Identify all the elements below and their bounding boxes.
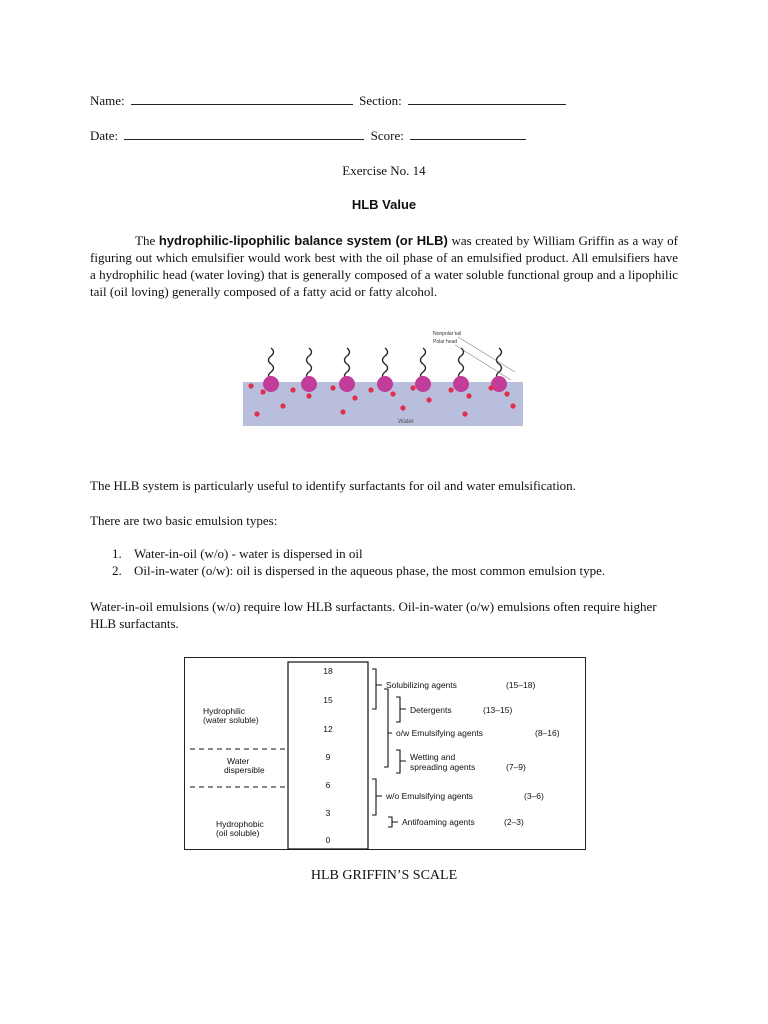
agent-label: Antifoaming agents — [402, 817, 475, 827]
surfactant-head — [377, 376, 393, 392]
score-blank[interactable] — [410, 128, 526, 140]
surfactant-head — [453, 376, 469, 392]
agent-range: (2–3) — [504, 817, 524, 827]
head-label: Polar head — [433, 339, 458, 345]
surfactant-tail — [421, 348, 426, 380]
section-label: Section: — [359, 93, 402, 108]
tick-label: 3 — [325, 808, 331, 818]
list-item — [112, 563, 605, 579]
section-blank[interactable] — [408, 93, 566, 105]
agent-label: Detergents — [410, 705, 452, 715]
surfactant-tail — [345, 348, 350, 380]
surfactant-tail — [459, 348, 464, 380]
hlb-scale-figure — [184, 657, 586, 851]
name-label: Name: — [90, 93, 125, 108]
tick-label: 6 — [325, 780, 331, 790]
agent-range: (8–16) — [535, 728, 560, 738]
droplet — [254, 411, 259, 416]
tail-label: Nonpolar tail — [433, 331, 462, 337]
surfactant-head — [339, 376, 355, 392]
agent-label: Solubilizing agents — [386, 680, 457, 690]
name-blank[interactable] — [131, 93, 353, 105]
list-number: 2. — [112, 563, 122, 578]
region-hydrophobic-sub: (oil soluble) — [216, 828, 260, 838]
agent-range: (15–18) — [506, 680, 536, 690]
surfactant-tail — [497, 348, 502, 380]
region-dispersible-sub: dispersible — [224, 765, 265, 775]
list-number: 1. — [112, 546, 122, 561]
agent-label-2: spreading agents — [410, 762, 476, 772]
page-title: HLB Value — [351, 197, 417, 212]
tick-label: 18 — [323, 666, 333, 676]
droplet — [504, 391, 509, 396]
name-row — [90, 93, 569, 109]
require-paragraph: Water-in-oil emulsions (w/o) require low HLB surfactants. Oil-in-water (o/w) emulsions often require higher HLB surfactants. — [90, 599, 657, 631]
surfactant-illustration — [243, 322, 523, 428]
agent-label: o/w Emulsifying agents — [396, 728, 483, 738]
droplet — [340, 409, 345, 414]
droplet — [462, 411, 467, 416]
droplet — [352, 395, 357, 400]
tick-label: 9 — [325, 752, 331, 762]
intro-rest: was created by William Griffin as a way of figuring out which emulsifier would work best with the oil phase of an emulsified product. All emulsifiers have a hydrophilic head (water loving) that is generally composed of a water soluble functional group and a lipophilic tail (oil loving) generally composed of a fatty acid or fatty alcohol. — [90, 233, 678, 299]
surfactant-head — [491, 376, 507, 392]
date-row — [90, 128, 529, 144]
droplet — [390, 391, 395, 396]
useful-paragraph: The HLB system is particularly useful to identify surfactants for oil and water emulsification. — [90, 478, 576, 493]
intro-paragraph — [90, 232, 678, 300]
types-paragraph: There are two basic emulsion types: — [90, 513, 278, 528]
droplet — [260, 389, 265, 394]
surfactant-tail — [307, 348, 312, 380]
date-label: Date: — [90, 128, 119, 143]
surfactant-tail — [269, 348, 274, 380]
water-label: Water — [398, 419, 414, 425]
surfactant-tail — [383, 348, 388, 380]
intro-bold: hydrophilic-lipophilic balance system (or HLB) — [158, 233, 448, 248]
droplet — [306, 393, 311, 398]
droplet — [488, 385, 493, 390]
droplet — [410, 385, 415, 390]
score-label: Score: — [370, 128, 404, 143]
agent-range: (13–15) — [483, 705, 513, 715]
tick-label: 12 — [323, 724, 333, 734]
surfactant-head — [263, 376, 279, 392]
droplet — [330, 385, 335, 390]
list-text: Oil-in-water (o/w): oil is dispersed in the aqueous phase, the most common emulsion type. — [134, 563, 606, 578]
droplet — [248, 383, 253, 388]
agent-label: Wetting and — [410, 752, 456, 762]
droplet — [466, 393, 471, 398]
surfactant-head — [415, 376, 431, 392]
region-dispersible: Water — [227, 756, 250, 766]
agent-label: w/o Emulsifying agents — [386, 791, 473, 801]
region-hydrophobic: Hydrophobic — [216, 819, 264, 829]
tick-label: 0 — [325, 835, 331, 845]
surfactant-head — [301, 376, 317, 392]
date-blank[interactable] — [124, 128, 364, 140]
list-item — [112, 546, 363, 562]
agent-range: (3–6) — [524, 791, 544, 801]
list-text: Water-in-oil (w/o) - water is dispersed in oil — [134, 546, 363, 561]
figure-caption: HLB GRIFFIN’S SCALE — [310, 868, 458, 883]
droplet — [510, 403, 515, 408]
droplet — [426, 397, 431, 402]
intro-lead: The — [135, 233, 156, 248]
tick-label: 15 — [323, 695, 333, 705]
region-hydrophilic-sub: (water soluble) — [203, 715, 259, 725]
agent-range: (7–9) — [506, 762, 526, 772]
droplet — [290, 387, 295, 392]
droplet — [280, 403, 285, 408]
region-hydrophilic: Hydrophilic — [203, 706, 246, 716]
exercise-number: Exercise No. 14 — [342, 163, 426, 178]
droplet — [368, 387, 373, 392]
droplet — [448, 387, 453, 392]
droplet — [400, 405, 405, 410]
